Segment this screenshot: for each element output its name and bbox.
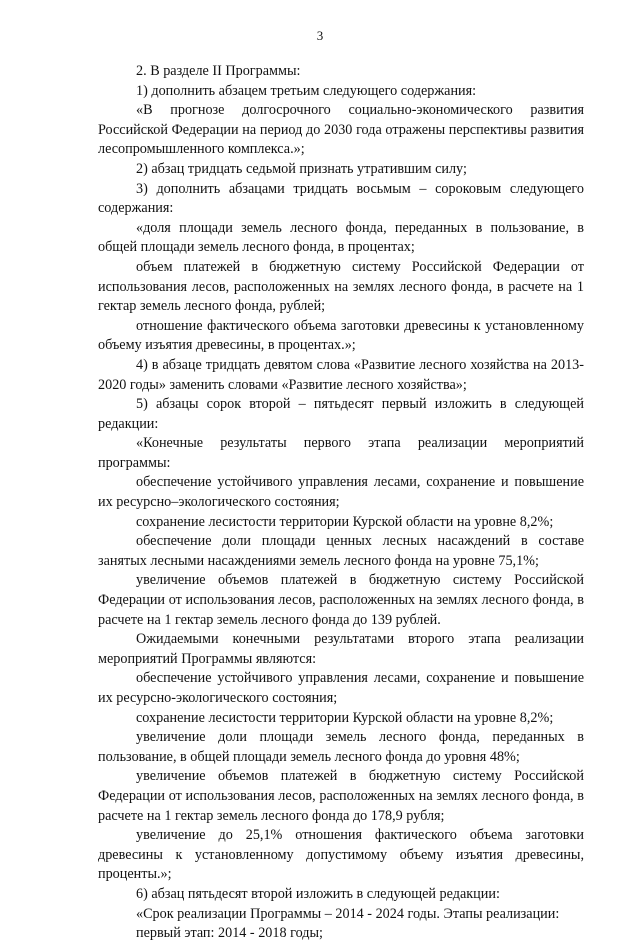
paragraph: 6) абзац пятьдесят второй изложить в следующей редакции: <box>136 885 500 902</box>
paragraph: сохранение лесистости территории Курской области на уровне 8,2%; <box>136 513 554 530</box>
paragraph: «В прогнозе долгосрочного социально-экономического развития Российской Федерации на период до 2030 года отражены перспективы развития лесопромышленного комплекса.»; <box>98 102 584 158</box>
document-body <box>98 62 584 944</box>
paragraph: 2) абзац тридцать седьмой признать утратившим силу; <box>136 160 467 177</box>
paragraph: 4) в абзаце тридцать девятом слова «Развитие лесного хозяйства на 2013-2020 годы» заменить словами «Развитие лесного хозяйства»; <box>98 356 584 393</box>
paragraph: объем платежей в бюджетную систему Российской Федерации от использования лесов, расположенных на землях лесного фонда, в расчете на 1 гектар земель лесного фонда, рублей; <box>98 258 584 315</box>
paragraph: обеспечение доли площади ценных лесных насаждений в составе занятых лесными насаждениями земель лесного фонда на уровне 75,1%; <box>98 533 584 569</box>
page-number: 3 <box>316 28 324 43</box>
paragraph: «Срок реализации Программы – 2014 - 2024 годы. Этапы реализации: <box>136 905 560 922</box>
paragraph: увеличение объемов платежей в бюджетную систему Российской Федерации от использования лесов, расположенных на землях лесного фонда, в расчете на 1 гектар земель лесного фонда до 178,9 рубля; <box>98 768 584 824</box>
paragraph: 5) абзацы сорок второй – пятьдесят первый изложить в следующей редакции: <box>98 396 584 432</box>
paragraph: увеличение до 25,1% отношения фактического объема заготовки древесины к установленному допустимому объему изъятия древесины, проценты.»; <box>98 827 584 883</box>
paragraph: увеличение доли площади земель лесного фонда, переданных в пользование, в общей площади земель лесного фонда до уровня 48%; <box>98 729 584 765</box>
paragraph: Ожидаемыми конечными результатами второго этапа реализации мероприятий Программы являются: <box>98 631 584 667</box>
paragraph: первый этап: 2014 - 2018 годы; <box>136 925 323 942</box>
paragraph: сохранение лесистости территории Курской области на уровне 8,2%; <box>136 709 554 726</box>
paragraph: обеспечение устойчивого управления лесами, сохранение и повышение их ресурсно–экологического состояния; <box>98 474 584 511</box>
paragraph: «доля площади земель лесного фонда, переданных в пользование, в общей площади земель лесного фонда, в процентах; <box>98 219 584 256</box>
paragraph: 3) дополнить абзацами тридцать восьмым – сороковым следующего содержания: <box>98 180 584 217</box>
paragraph: обеспечение устойчивого управления лесами, сохранение и повышение их ресурсно-экологического состояния; <box>98 670 584 706</box>
paragraph: отношение фактического объема заготовки древесины к установленному объему изъятия древесины, в процентах.»; <box>98 317 584 354</box>
paragraph: «Конечные результаты первого этапа реализации мероприятий программы: <box>98 435 584 471</box>
paragraph: 1) дополнить абзацем третьим следующего содержания: <box>136 82 477 99</box>
paragraph: 2. В разделе II Программы: <box>136 63 301 79</box>
paragraph: увеличение объемов платежей в бюджетную систему Российской Федерации от использования лесов, расположенных на землях лесного фонда, в расчете на 1 гектар земель лесного фонда до 139 рублей. <box>98 572 584 628</box>
